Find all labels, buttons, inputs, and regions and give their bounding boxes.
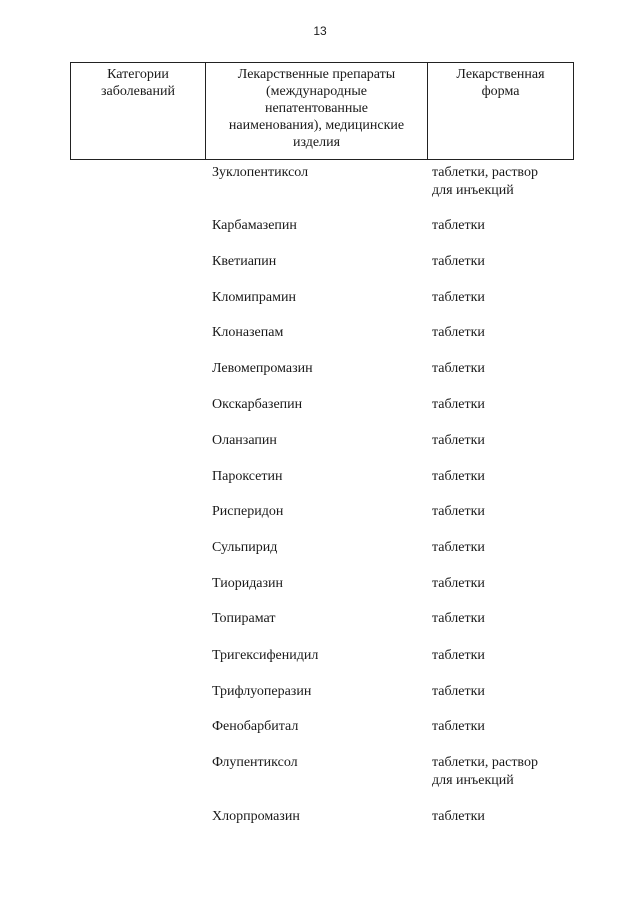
drug-name: Кветиапин bbox=[212, 254, 277, 269]
dosage-form: таблетки bbox=[432, 576, 485, 591]
drug-name: Сульпирид bbox=[212, 540, 278, 555]
drug-name: Рисперидон bbox=[212, 504, 284, 519]
drug-name: Клоназепам bbox=[212, 325, 284, 340]
drug-name: Флупентиксол bbox=[212, 755, 298, 770]
drug-name: Карбамазепин bbox=[212, 218, 297, 233]
drug-name: Фенобарбитал bbox=[212, 719, 299, 734]
drug-name: Пароксетин bbox=[212, 469, 283, 484]
dosage-form: таблетки bbox=[432, 218, 485, 233]
header-cell-form bbox=[428, 63, 573, 159]
drug-name: Оланзапин bbox=[212, 433, 277, 448]
drug-name: Кломипрамин bbox=[212, 290, 296, 305]
header-categories-label: Категории заболеваний bbox=[101, 67, 175, 99]
dosage-form: таблетки bbox=[432, 648, 485, 663]
dosage-form: таблетки bbox=[432, 433, 485, 448]
header-drugs-label: Лекарственные препараты (международные непатентованные наименования), медицинские изделия bbox=[228, 67, 405, 150]
dosage-form: таблетки bbox=[432, 504, 485, 519]
dosage-form: таблетки bbox=[432, 809, 485, 824]
dosage-form: таблетки bbox=[432, 540, 485, 555]
drug-name: Зуклопентиксол bbox=[212, 165, 309, 180]
header-cell-drugs bbox=[206, 63, 428, 159]
drug-name: Топирамат bbox=[212, 611, 276, 626]
header-form-label: Лекарственная форма bbox=[456, 67, 545, 99]
table-header bbox=[70, 62, 574, 160]
drug-name: Окскарбазепин bbox=[212, 397, 303, 412]
drug-name: Трифлуоперазин bbox=[212, 684, 312, 699]
dosage-form: таблетки bbox=[432, 254, 485, 269]
dosage-form: таблетки bbox=[432, 611, 485, 626]
drug-name: Хлорпромазин bbox=[212, 809, 300, 824]
dosage-form: таблетки bbox=[432, 719, 485, 734]
header-cell-categories bbox=[71, 63, 206, 159]
drug-name: Тиоридазин bbox=[212, 576, 284, 591]
dosage-form: таблетки, раствор для инъекций bbox=[432, 755, 538, 788]
dosage-form: таблетки, раствор для инъекций bbox=[432, 165, 538, 198]
dosage-form: таблетки bbox=[432, 361, 485, 376]
dosage-form: таблетки bbox=[432, 684, 485, 699]
dosage-form: таблетки bbox=[432, 469, 485, 484]
dosage-form: таблетки bbox=[432, 397, 485, 412]
dosage-form: таблетки bbox=[432, 325, 485, 340]
dosage-form: таблетки bbox=[432, 290, 485, 305]
page-number: 13 bbox=[313, 24, 327, 38]
drug-name: Левомепромазин bbox=[212, 361, 313, 376]
drug-name: Тригексифенидил bbox=[212, 648, 319, 663]
